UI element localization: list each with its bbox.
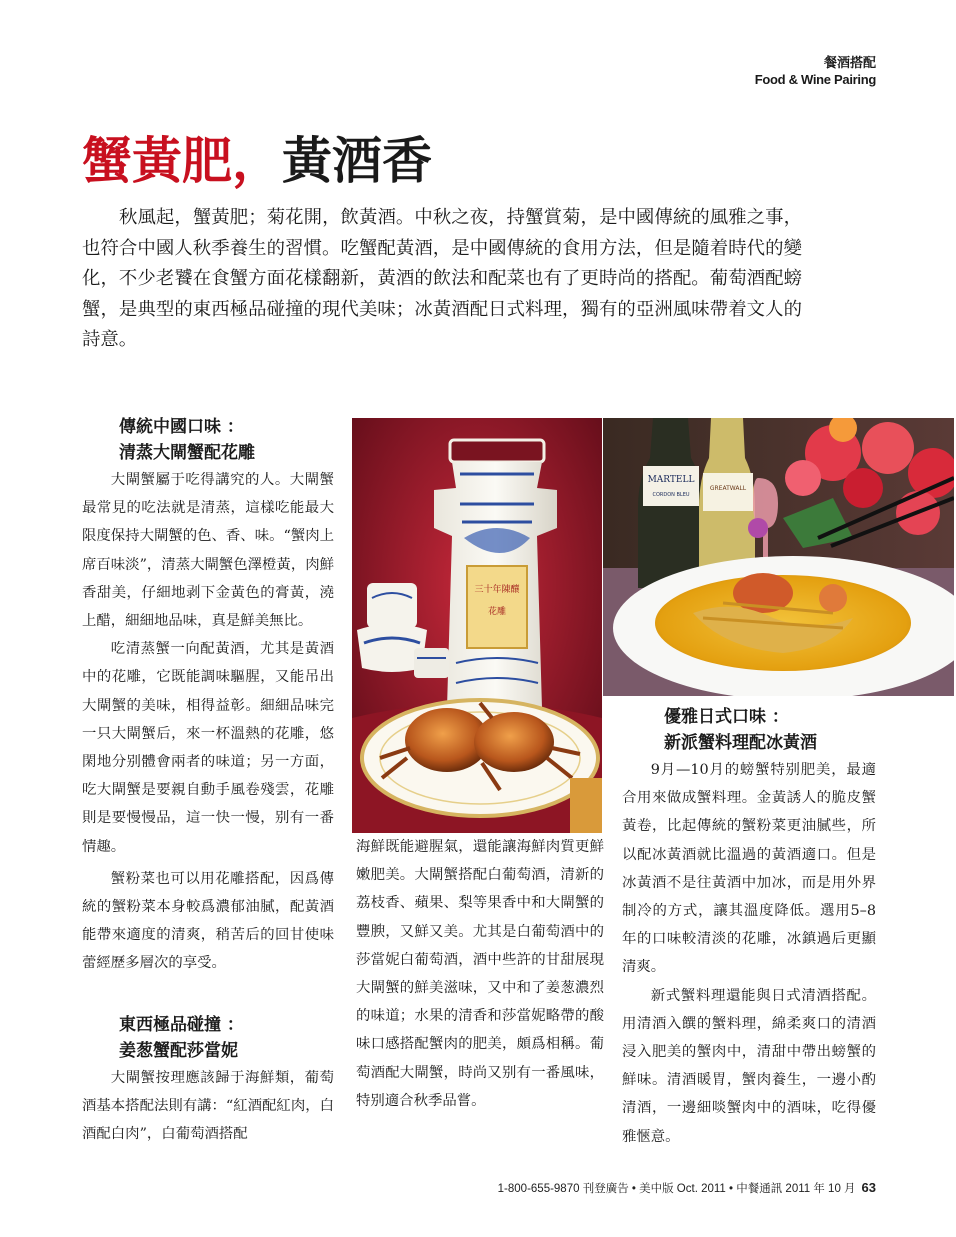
subhead-traditional-a: 傳統中國口味 ： bbox=[119, 417, 244, 437]
paragraph: 9月—10月的螃蟹特别肥美，最適合用來做成蟹料理。金黃誘人的脆皮蟹黃卷，比起傳統的蟹粉菜更油膩些，所以配冰黃酒就比溫過的黃酒適口。但是冰黃酒不是往黃酒中加冰，而是用外界制冷的方式，讓其溫度降低。選用5–8年的口味較清淡的花雕，冰鎮過后更顯清爽。 bbox=[622, 762, 876, 976]
photo-bottle-label-martell: MARTELL bbox=[647, 475, 695, 485]
photo-huadiao-crabs bbox=[352, 418, 602, 833]
footer-text: 1-800-655-9870 刊登廣告 • 美中版 Oct. 2011 • 中餐通訊 2011 年 10 月 bbox=[497, 1183, 856, 1195]
subhead-japanese-a: 優雅日式口味 ： bbox=[664, 707, 789, 727]
subhead-traditional-b: 清蒸大閘蟹配花雕 bbox=[119, 443, 255, 463]
column-right bbox=[622, 704, 876, 1151]
section-label-en: Food & Wine Pairing bbox=[754, 72, 876, 87]
title-black-part: 黃酒香 bbox=[282, 131, 432, 190]
page-footer bbox=[498, 1180, 876, 1196]
article-title bbox=[82, 130, 432, 192]
photo-crab-dish-wine bbox=[603, 418, 954, 696]
paragraph: 海鮮既能避腥氣，還能讓海鮮肉質更鮮嫩肥美。大閘蟹搭配白葡萄酒，清新的荔枝香、蘋果、梨等果香中和大閘蟹的豐腴，又鮮又美。尤其是白葡萄酒中的莎當妮白葡萄酒，酒中些許的甘甜展現大閘蟹的鮮美滋味，又中和了姜葱濃烈的味道；水果的清香和莎當妮略帶的酸味口感搭配蟹肉的肥美，頗爲相稱。葡萄酒配大閘蟹，時尚又别有一番風味，特别適合秋季品嘗。 bbox=[356, 839, 604, 1109]
column-left bbox=[82, 414, 334, 1148]
paragraph: 吃清蒸蟹一向配黃酒，尤其是黃酒中的花雕，它既能調味驅腥，又能吊出大閘蟹的美味，相得益彰。細細品味完一只大閘蟹后，來一杯溫熱的花雕，悠閑地分别體會兩者的味道；另一方面，吃大閘蟹是要親自動手風卷殘雲，花雕則是要慢慢品，這一快一慢，别有一番情趣。 bbox=[82, 641, 334, 855]
paragraph: 大閘蟹按理應該歸于海鮮類，葡萄酒基本搭配法則有講：“紅酒配紅肉，白酒配白肉”，白葡萄酒搭配 bbox=[82, 1069, 334, 1143]
bottle-label-text-2: 花雕 bbox=[487, 607, 507, 617]
section-label-zh: 餐酒搭配 bbox=[823, 56, 876, 71]
subhead-east-west-b: 姜葱蟹配莎當妮 bbox=[119, 1040, 238, 1061]
title-red-part: 蟹黃肥， bbox=[82, 131, 282, 190]
paragraph: 新式蟹料理還能與日式清酒搭配。用清酒入饌的蟹料理，綿柔爽口的清酒浸入肥美的蟹肉中，清甜中帶出螃蟹的鮮味。清酒暖胃，蟹肉養生，一邊小酌清酒，一邊細啖蟹肉中的酒味，吃得優雅愜意。 bbox=[622, 987, 876, 1145]
subhead-japanese-b: 新派蟹料理配冰黃酒 bbox=[664, 733, 817, 753]
bottle-label-text-1: 三十年陳釀 bbox=[474, 585, 520, 595]
column-middle bbox=[356, 833, 604, 1115]
photo-bottle-label-cordon: CORDON BLEU bbox=[652, 492, 690, 498]
photo-bottle-label-greatwall: GREATWALL bbox=[709, 485, 747, 492]
subhead-east-west-a: 東西極品碰撞 ： bbox=[119, 1014, 244, 1035]
intro-paragraph: 秋風起，蟹黃肥；菊花開，飲黃酒。中秋之夜，持蟹賞菊，是中國傳統的風雅之事，也符合中國人秋季養生的習慣。吃蟹配黃酒，是中國傳統的食用方法，但是隨着時代的變化，不少老饕在食蟹方面花樣翻新，黃酒的飲法和配菜也有了更時尚的搭配。葡萄酒配螃蟹，是典型的東西極品碰撞的現代美味；冰黃酒配日式料理，獨有的亞洲風味帶着文人的詩意。 bbox=[82, 207, 802, 350]
paragraph: 蟹粉菜也可以用花雕搭配，因爲傳統的蟹粉菜本身較爲濃郁油膩，配黃酒能帶來適度的清爽，稍苦后的回甘使味蕾經歷多層次的享受。 bbox=[82, 870, 334, 972]
paragraph: 大閘蟹屬于吃得講究的人。大閘蟹最常見的吃法就是清蒸，這樣吃能最大限度保持大閘蟹的色、香、味。“蟹肉上席百味淡”，清蒸大閘蟹色澤橙黃，肉鮮香甜美，仔細地剥下金黃色的膏黃，澆上醋，細細地品味，真是鮮美無比。 bbox=[82, 472, 334, 630]
page-number: 63 bbox=[861, 1180, 876, 1195]
